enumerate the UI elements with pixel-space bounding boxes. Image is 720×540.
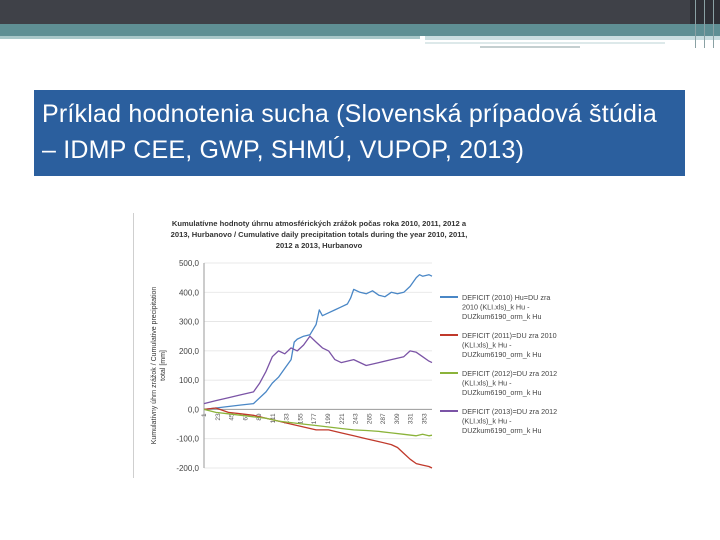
slide-accent-stripe-light (0, 36, 420, 39)
chart-x-tick-label: 67 (242, 413, 250, 421)
slide-title: Príklad hodnotenia sucha (Slovenská prípadová štúdia – IDMP CEE, GWP, SHMÚ, VUPOP, 2013) (42, 100, 657, 164)
chart-x-tick-label: 23 (214, 413, 222, 421)
chart-y-tick-label: 500,0 (178, 259, 199, 268)
chart-x-tick-label: 331 (407, 413, 415, 425)
chart-legend-label: (KLI.xls)_k Hu - (462, 340, 512, 350)
chart-legend-label: DEFICIT (2012)=DU zra 2012 (462, 369, 558, 378)
chart-legend-label: DEFICIT (2011)=DU zra 2010 (462, 331, 557, 340)
chart-x-tick-label: 111 (269, 413, 277, 424)
chart-title-line: 2013, Hurbanovo / Cumulative daily precipitation totals during the year 2010, 2011, (170, 230, 468, 239)
chart-title (171, 219, 468, 250)
chart-legend-label: (KLI.xls)_k Hu - (462, 378, 512, 388)
chart-y-axis-label-line: total [mm] (160, 350, 167, 381)
chart-container (133, 213, 576, 478)
chart-legend-label: DEFICIT (2010) Hu=DU zra (462, 293, 551, 302)
chart-x-tick-label: 199 (325, 413, 333, 425)
chart-y-tick-label: -100,0 (176, 434, 199, 444)
slide-accent-line-3 (480, 46, 580, 48)
chart-series-line-2013 (204, 336, 432, 403)
chart-x-tick-label: 89 (256, 413, 264, 421)
chart-x-tick-label: 1 (201, 413, 208, 418)
chart-x-tick-label: 243 (352, 413, 360, 425)
chart-y-tick-label: 400,0 (178, 288, 199, 298)
chart-x-tick-label: 287 (380, 413, 388, 425)
chart-legend-label: (KLI.xls)_k Hu - (462, 416, 512, 426)
chart-y-tick-label: 300,0 (178, 317, 199, 327)
slide-accent-stripe (0, 24, 720, 36)
slide-accent-vertical-1 (695, 0, 696, 48)
chart-x-tick-label: 265 (366, 413, 374, 425)
chart-y-axis-label (151, 287, 167, 445)
precipitation-chart (134, 213, 576, 478)
chart-legend-label: DUZkum6190_orm_k Hu (462, 312, 542, 321)
chart-y-tick-label: 100,0 (178, 376, 199, 386)
chart-title-line: Kumulatívne hodnoty úhrnu atmosférických zrážok počas roka 2010, 2011, 2012 a (171, 219, 467, 228)
chart-x-tick-label: 309 (393, 413, 401, 425)
chart-y-tick-label: -200,0 (176, 464, 199, 473)
chart-legend-label: DEFICIT (2013)=DU zra 2012 (462, 407, 558, 416)
chart-x-tick-label: 155 (297, 413, 305, 425)
chart-y-axis-label-line: Kumulatívny úhrn zrážok / Cumulative precipitation (151, 286, 158, 445)
chart-y-tick-label: 0,0 (187, 405, 199, 415)
chart-x-tick-label: 45 (228, 413, 236, 421)
chart-x-tick-label: 133 (283, 413, 291, 425)
chart-y-tick-label: 200,0 (178, 346, 199, 356)
chart-legend-label: DUZkum6190_orm_k Hu (462, 350, 542, 359)
slide-accent-vertical-3 (713, 0, 714, 48)
slide-accent-vertical-2 (704, 0, 705, 48)
chart-legend-label: DUZkum6190_orm_k Hu (462, 426, 542, 435)
slide-accent-line-2 (425, 42, 665, 44)
chart-legend-label: 2010 (KLI.xls)_k Hu - (462, 302, 530, 312)
chart-x-tick-label: 221 (338, 413, 346, 425)
chart-x-tick-label: 353 (421, 413, 429, 425)
chart-x-tick-label: 177 (311, 413, 319, 425)
slide-top-bar (0, 0, 720, 24)
chart-title-line: 2012 a 2013, Hurbanovo (275, 241, 363, 250)
chart-legend (440, 293, 557, 435)
chart-series-line-2010 (204, 275, 432, 410)
chart-legend-label: DUZkum6190_orm_k Hu (462, 388, 542, 397)
chart-y-ticks (176, 259, 199, 473)
slide-title-box (34, 90, 685, 176)
slide-accent-line-1 (425, 36, 720, 40)
